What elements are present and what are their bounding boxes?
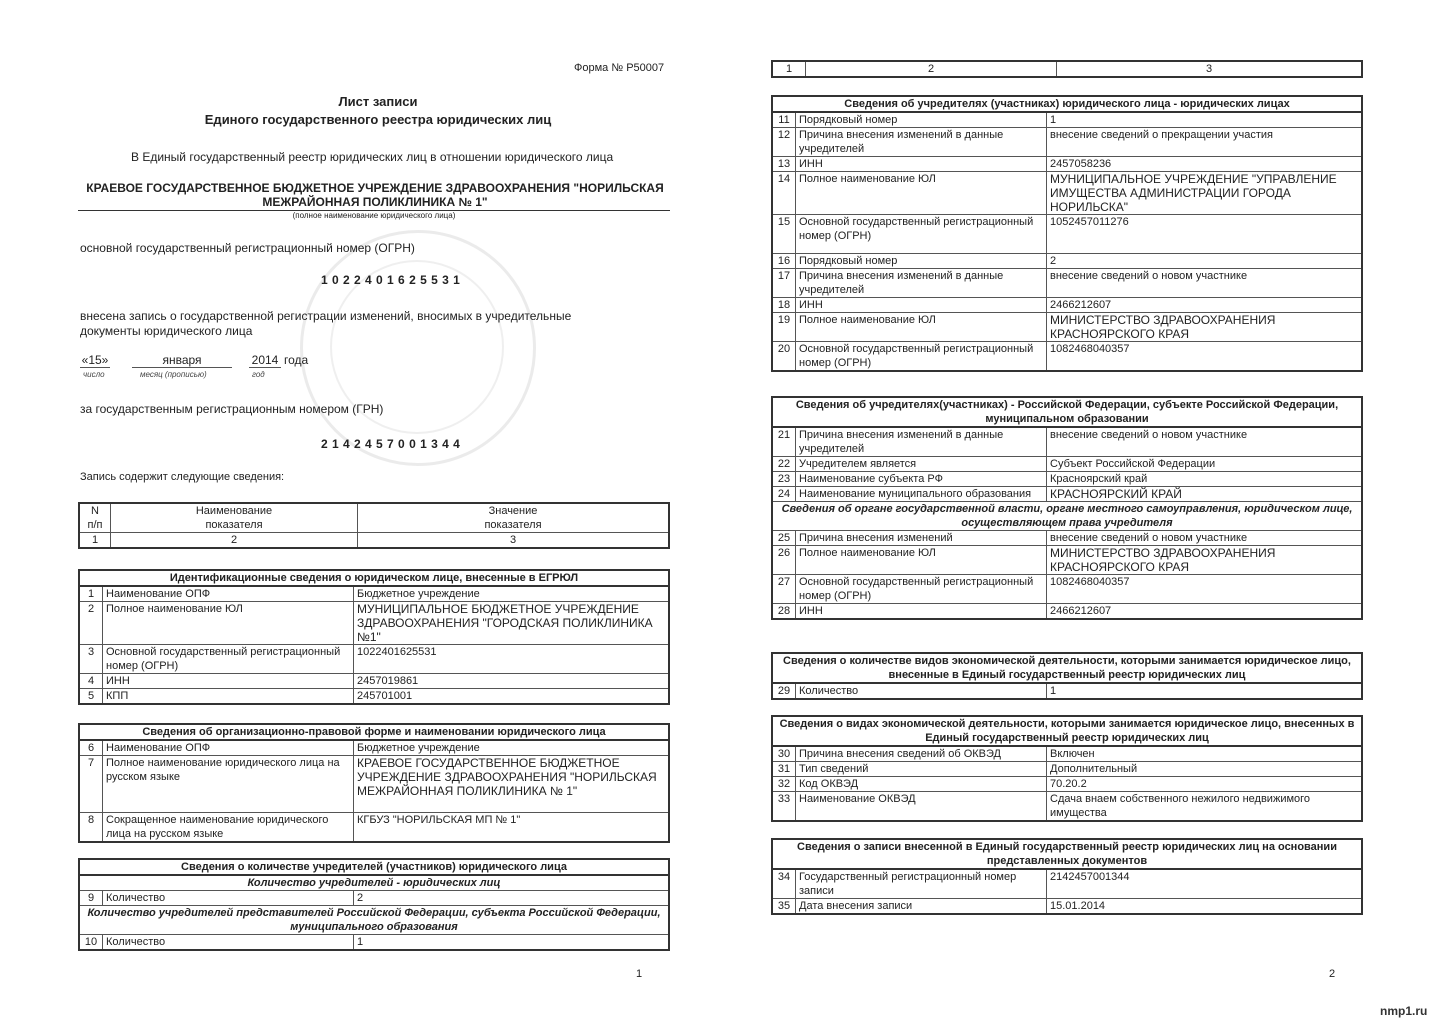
row-number: 2	[79, 602, 103, 645]
table-row	[79, 724, 669, 740]
table-row	[79, 756, 669, 813]
row-name: Причина внесения изменений в данные учредителей	[796, 128, 1047, 157]
section-title: Сведения о количестве учредителей (участников) юридического лица	[79, 859, 669, 875]
row-number: 20	[772, 342, 796, 372]
row-name: КПП	[103, 689, 354, 705]
row-name: Основной государственный регистрационный номер (ОГРН)	[796, 575, 1047, 604]
table-row	[772, 254, 1362, 269]
row-value: 1052457011276	[1047, 215, 1363, 254]
row-value: 2466212607	[1047, 604, 1363, 620]
row-number: 17	[772, 269, 796, 298]
table-row	[79, 740, 669, 756]
row-value: Бюджетное учреждение	[354, 740, 670, 756]
row-name: Сокращенное наименование юридического лица на русском языке	[103, 813, 354, 843]
row-name: ИНН	[796, 298, 1047, 313]
table-row	[772, 575, 1362, 604]
row-number: 11	[772, 112, 796, 128]
row-value: Дополнительный	[1047, 762, 1363, 777]
doc-title-2: Единого государственного реестра юридических лиц	[204, 112, 552, 127]
table-row	[79, 503, 669, 533]
col-num-3: 3	[358, 533, 670, 549]
row-value: КРАЕВОЕ ГОСУДАРСТВЕННОЕ БЮДЖЕТНОЕ УЧРЕЖДЕНИЕ ЗДРАВООХРАНЕНИЯ "НОРИЛЬСКАЯ МЕЖРАЙОННАЯ ПОЛИКЛИНИКА № 1"	[354, 756, 670, 813]
table-row	[772, 61, 1362, 77]
table-row	[79, 689, 669, 705]
row-value: внесение сведений о новом участнике	[1047, 531, 1363, 546]
table-row	[772, 157, 1362, 172]
row-number: 28	[772, 604, 796, 620]
row-value: МИНИСТЕРСТВО ЗДРАВООХРАНЕНИЯ КРАСНОЯРСКОГО КРАЯ	[1047, 546, 1363, 575]
row-value: 2	[354, 891, 670, 906]
header-value-1: Значение	[488, 505, 538, 517]
row-name: Полное наименование ЮЛ	[103, 602, 354, 645]
page-number: 2	[1329, 968, 1336, 980]
section-title: Сведения о записи внесенной в Единый государственный реестр юридических лиц на основании представленных документов	[772, 839, 1362, 869]
row-number: 8	[79, 813, 103, 843]
row-value: МУНИЦИПАЛЬНОЕ УЧРЕЖДЕНИЕ "УПРАВЛЕНИЕ ИМУЩЕСТВА АДМИНИСТРАЦИИ ГОРОДА НОРИЛЬСКА"	[1047, 172, 1363, 215]
column-number-header	[771, 60, 1363, 78]
table-row	[772, 269, 1362, 298]
table-row	[772, 298, 1362, 313]
org-name-line-1: КРАЕВОЕ ГОСУДАРСТВЕННОЕ БЮДЖЕТНОЕ УЧРЕЖДЕНИЕ ЗДРАВООХРАНЕНИЯ "НОРИЛЬСКАЯ	[86, 181, 664, 195]
row-name: Количество	[103, 935, 354, 951]
table-row	[79, 533, 669, 549]
section-title: Сведения об учредителях (участниках) юридического лица - юридических лицах	[772, 96, 1362, 112]
section-title: Сведения об учредителях(участниках) - Российской Федерации, субъекте Российской Федерации, муниципальном образовании	[772, 397, 1362, 427]
row-name: Полное наименование ЮЛ	[796, 172, 1047, 215]
table-row	[772, 502, 1362, 531]
row-value: внесение сведений о новом участнике	[1047, 427, 1363, 457]
table-row	[79, 674, 669, 689]
header-name-2: показателя	[205, 519, 263, 531]
row-name: Количество	[796, 683, 1047, 699]
row-name: Государственный регистрационный номер записи	[796, 869, 1047, 899]
row-number: 34	[772, 869, 796, 899]
row-value: 1	[1047, 683, 1363, 699]
section-activity-count	[771, 652, 1363, 700]
table-row	[772, 472, 1362, 487]
row-name: Тип сведений	[796, 762, 1047, 777]
row-name: Наименование муниципального образования	[796, 487, 1047, 502]
table-row	[79, 875, 669, 891]
table-row	[772, 653, 1362, 683]
row-value: 2142457001344	[1047, 869, 1363, 899]
table-row	[772, 172, 1362, 215]
row-number: 13	[772, 157, 796, 172]
table-row	[772, 342, 1362, 372]
section-legal-form	[78, 723, 670, 843]
row-number: 15	[772, 215, 796, 254]
row-number: 19	[772, 313, 796, 342]
row-name: Наименование ОПФ	[103, 586, 354, 602]
section-founders-legal-entities	[771, 95, 1363, 372]
page-number: 1	[636, 968, 643, 980]
row-value: 15.01.2014	[1047, 899, 1363, 915]
table-row	[79, 891, 669, 906]
row-number: 35	[772, 899, 796, 915]
section-founders-rf	[771, 396, 1363, 620]
header-name-1: Наименование	[195, 505, 273, 517]
date-year: 2014	[249, 353, 281, 368]
header-n2: п/п	[87, 519, 103, 531]
row-name: Код ОКВЭД	[796, 777, 1047, 792]
table-row	[772, 427, 1362, 457]
header-n	[79, 503, 111, 533]
col-num-2: 2	[111, 533, 358, 549]
header-value-2: показателя	[484, 519, 542, 531]
table-row	[772, 869, 1362, 899]
row-number: 24	[772, 487, 796, 502]
ogrn-label: основной государственный регистрационный номер (ОГРН)	[80, 241, 415, 255]
row-number: 3	[79, 645, 103, 674]
row-number: 23	[772, 472, 796, 487]
section-title: Сведения об организационно-правовой форме и наименовании юридического лица	[79, 724, 669, 740]
table-row	[772, 313, 1362, 342]
page-2	[718, 0, 1437, 1020]
section-subtitle: Количество учредителей - юридических лиц	[79, 875, 669, 891]
row-value: Включен	[1047, 746, 1363, 762]
row-value: 2466212607	[1047, 298, 1363, 313]
table-row	[79, 906, 669, 935]
row-number: 1	[79, 586, 103, 602]
row-name: Основной государственный регистрационный номер (ОГРН)	[796, 342, 1047, 372]
row-number: 27	[772, 575, 796, 604]
ogrn-value: 1 0 2 2 4 0 1 6 2 5 5 3 1	[321, 273, 461, 287]
date-month: января	[132, 353, 232, 368]
contains-text: Запись содержит следующие сведения:	[80, 471, 285, 483]
header-name	[111, 503, 358, 533]
table-row	[79, 570, 669, 586]
table-row	[772, 128, 1362, 157]
entry-text-1: внесена запись о государственной регистрации изменений, вносимых в учредительные	[80, 309, 572, 323]
row-number: 21	[772, 427, 796, 457]
header-n1: N	[91, 505, 99, 517]
row-name: Причина внесения сведений об ОКВЭД	[796, 746, 1047, 762]
row-number: 29	[772, 683, 796, 699]
row-name: Наименование ОПФ	[103, 740, 354, 756]
table-row	[772, 546, 1362, 575]
table-row	[772, 716, 1362, 746]
row-value: 70.20.2	[1047, 777, 1363, 792]
row-number: 7	[79, 756, 103, 813]
row-name: ИНН	[796, 157, 1047, 172]
table-row	[79, 602, 669, 645]
row-number: 6	[79, 740, 103, 756]
caption-day: число	[83, 370, 105, 379]
row-number: 25	[772, 531, 796, 546]
watermark: nmp1.ru	[1380, 1004, 1428, 1018]
col-num-1: 1	[772, 61, 806, 77]
header-value	[358, 503, 670, 533]
column-header-table	[78, 502, 670, 549]
row-name: Полное наименование ЮЛ	[796, 546, 1047, 575]
section-identification	[78, 569, 670, 705]
table-row	[772, 487, 1362, 502]
row-number: 18	[772, 298, 796, 313]
row-number: 12	[772, 128, 796, 157]
row-name: Причина внесения изменений	[796, 531, 1047, 546]
row-name: Порядковый номер	[796, 254, 1047, 269]
row-number: 26	[772, 546, 796, 575]
row-name: Наименование ОКВЭД	[796, 792, 1047, 822]
row-value: 1082468040357	[1047, 342, 1363, 372]
row-name: ИНН	[103, 674, 354, 689]
section-title: Сведения о количестве видов экономической деятельности, которыми занимается юридическое лицо, внесенные в Единый государственный реестр юридических лиц	[772, 653, 1362, 683]
row-name: Порядковый номер	[796, 112, 1047, 128]
row-number: 9	[79, 891, 103, 906]
entry-text-2: документы юридического лица	[80, 324, 253, 338]
caption-year: год	[252, 370, 265, 379]
row-name: Учредителем является	[796, 457, 1047, 472]
row-value: 2457019861	[354, 674, 670, 689]
form-number: Форма № Р50007	[574, 62, 665, 74]
table-row	[772, 96, 1362, 112]
row-number: 32	[772, 777, 796, 792]
doc-title-1: Лист записи	[338, 94, 418, 109]
section-activity-types	[771, 715, 1363, 822]
table-row	[772, 215, 1362, 254]
row-value: 2457058236	[1047, 157, 1363, 172]
table-row	[772, 792, 1362, 822]
row-value: 245701001	[354, 689, 670, 705]
row-value: МИНИСТЕРСТВО ЗДРАВООХРАНЕНИЯ КРАСНОЯРСКОГО КРАЯ	[1047, 313, 1363, 342]
row-number: 10	[79, 935, 103, 951]
row-number: 4	[79, 674, 103, 689]
col-num-3: 3	[1057, 61, 1363, 77]
table-row	[772, 604, 1362, 620]
grn-value: 2 1 4 2 4 5 7 0 0 1 3 4 4	[321, 437, 461, 451]
table-row	[79, 645, 669, 674]
row-value: КРАСНОЯРСКИЙ КРАЙ	[1047, 487, 1363, 502]
table-row	[79, 813, 669, 843]
row-value: МУНИЦИПАЛЬНОЕ БЮДЖЕТНОЕ УЧРЕЖДЕНИЕ ЗДРАВООХРАНЕНИЯ "ГОРОДСКАЯ ПОЛИКЛИНИКА №1"	[354, 602, 670, 645]
table-row	[772, 457, 1362, 472]
table-row	[79, 859, 669, 875]
row-number: 30	[772, 746, 796, 762]
table-row	[772, 531, 1362, 546]
row-value: Красноярский край	[1047, 472, 1363, 487]
row-number: 33	[772, 792, 796, 822]
section-record-basis	[771, 838, 1363, 915]
row-value: внесение сведений о новом участнике	[1047, 269, 1363, 298]
row-value: 1082468040357	[1047, 575, 1363, 604]
row-name: Основной государственный регистрационный номер (ОГРН)	[796, 215, 1047, 254]
table-row	[772, 839, 1362, 869]
row-name: Дата внесения записи	[796, 899, 1047, 915]
section-title: Идентификационные сведения о юридическом лице, внесенные в ЕГРЮЛ	[79, 570, 669, 586]
row-number: 22	[772, 457, 796, 472]
row-number: 14	[772, 172, 796, 215]
caption-month: месяц (прописью)	[140, 370, 207, 379]
org-name-line-2: МЕЖРАЙОННАЯ ПОЛИКЛИНИКА № 1"	[262, 195, 488, 209]
row-value: 1022401625531	[354, 645, 670, 674]
row-number: 16	[772, 254, 796, 269]
date-day: «15»	[81, 353, 109, 367]
row-name: Причина внесения изменений в данные учредителей	[796, 427, 1047, 457]
grn-label: за государственным регистрационным номером (ГРН)	[80, 402, 384, 416]
col-num-1: 1	[79, 533, 111, 549]
section-title: Сведения о видах экономической деятельности, которыми занимается юридическое лицо, внесенных в Единый государственный реестр юридических лиц	[772, 716, 1362, 746]
row-value: 1	[1047, 112, 1363, 128]
date-year-suffix: года	[284, 353, 309, 367]
table-row	[772, 112, 1362, 128]
table-row	[772, 762, 1362, 777]
row-value: Бюджетное учреждение	[354, 586, 670, 602]
row-name: Полное наименование юридического лица на русском языке	[103, 756, 354, 813]
row-name: Наименование субъекта РФ	[796, 472, 1047, 487]
org-name-caption: (полное наименование юридического лица)	[292, 211, 456, 220]
row-name: Количество	[103, 891, 354, 906]
section-subtitle: Количество учредителей представителей Российской Федерации, субъекта Российской Федерации, муниципального образования	[79, 906, 669, 935]
page-1	[0, 0, 718, 1020]
table-row	[79, 935, 669, 951]
row-value: Субъект Российской Федерации	[1047, 457, 1363, 472]
section-subtitle: Сведения об органе государственной власти, органе местного самоуправления, юридическом лице, осуществляющем права учредителя	[772, 502, 1362, 531]
row-value: Сдача внаем собственного нежилого недвижимого имущества	[1047, 792, 1363, 822]
row-name: Полное наименование ЮЛ	[796, 313, 1047, 342]
row-name: ИНН	[796, 604, 1047, 620]
table-row	[772, 683, 1362, 699]
row-name: Причина внесения изменений в данные учредителей	[796, 269, 1047, 298]
section-founders-count	[78, 858, 670, 951]
row-number: 5	[79, 689, 103, 705]
row-value: внесение сведений о прекращении участия	[1047, 128, 1363, 157]
intro-text: В Единый государственный реестр юридических лиц в отношении юридического лица	[131, 150, 614, 164]
row-name: Основной государственный регистрационный номер (ОГРН)	[103, 645, 354, 674]
table-row	[772, 777, 1362, 792]
row-value: 1	[354, 935, 670, 951]
table-row	[772, 746, 1362, 762]
row-value: 2	[1047, 254, 1363, 269]
row-value: КГБУЗ "НОРИЛЬСКАЯ МП № 1"	[354, 813, 670, 843]
col-num-2: 2	[806, 61, 1057, 77]
table-row	[772, 899, 1362, 915]
table-row	[772, 397, 1362, 427]
row-number: 31	[772, 762, 796, 777]
table-row	[79, 586, 669, 602]
